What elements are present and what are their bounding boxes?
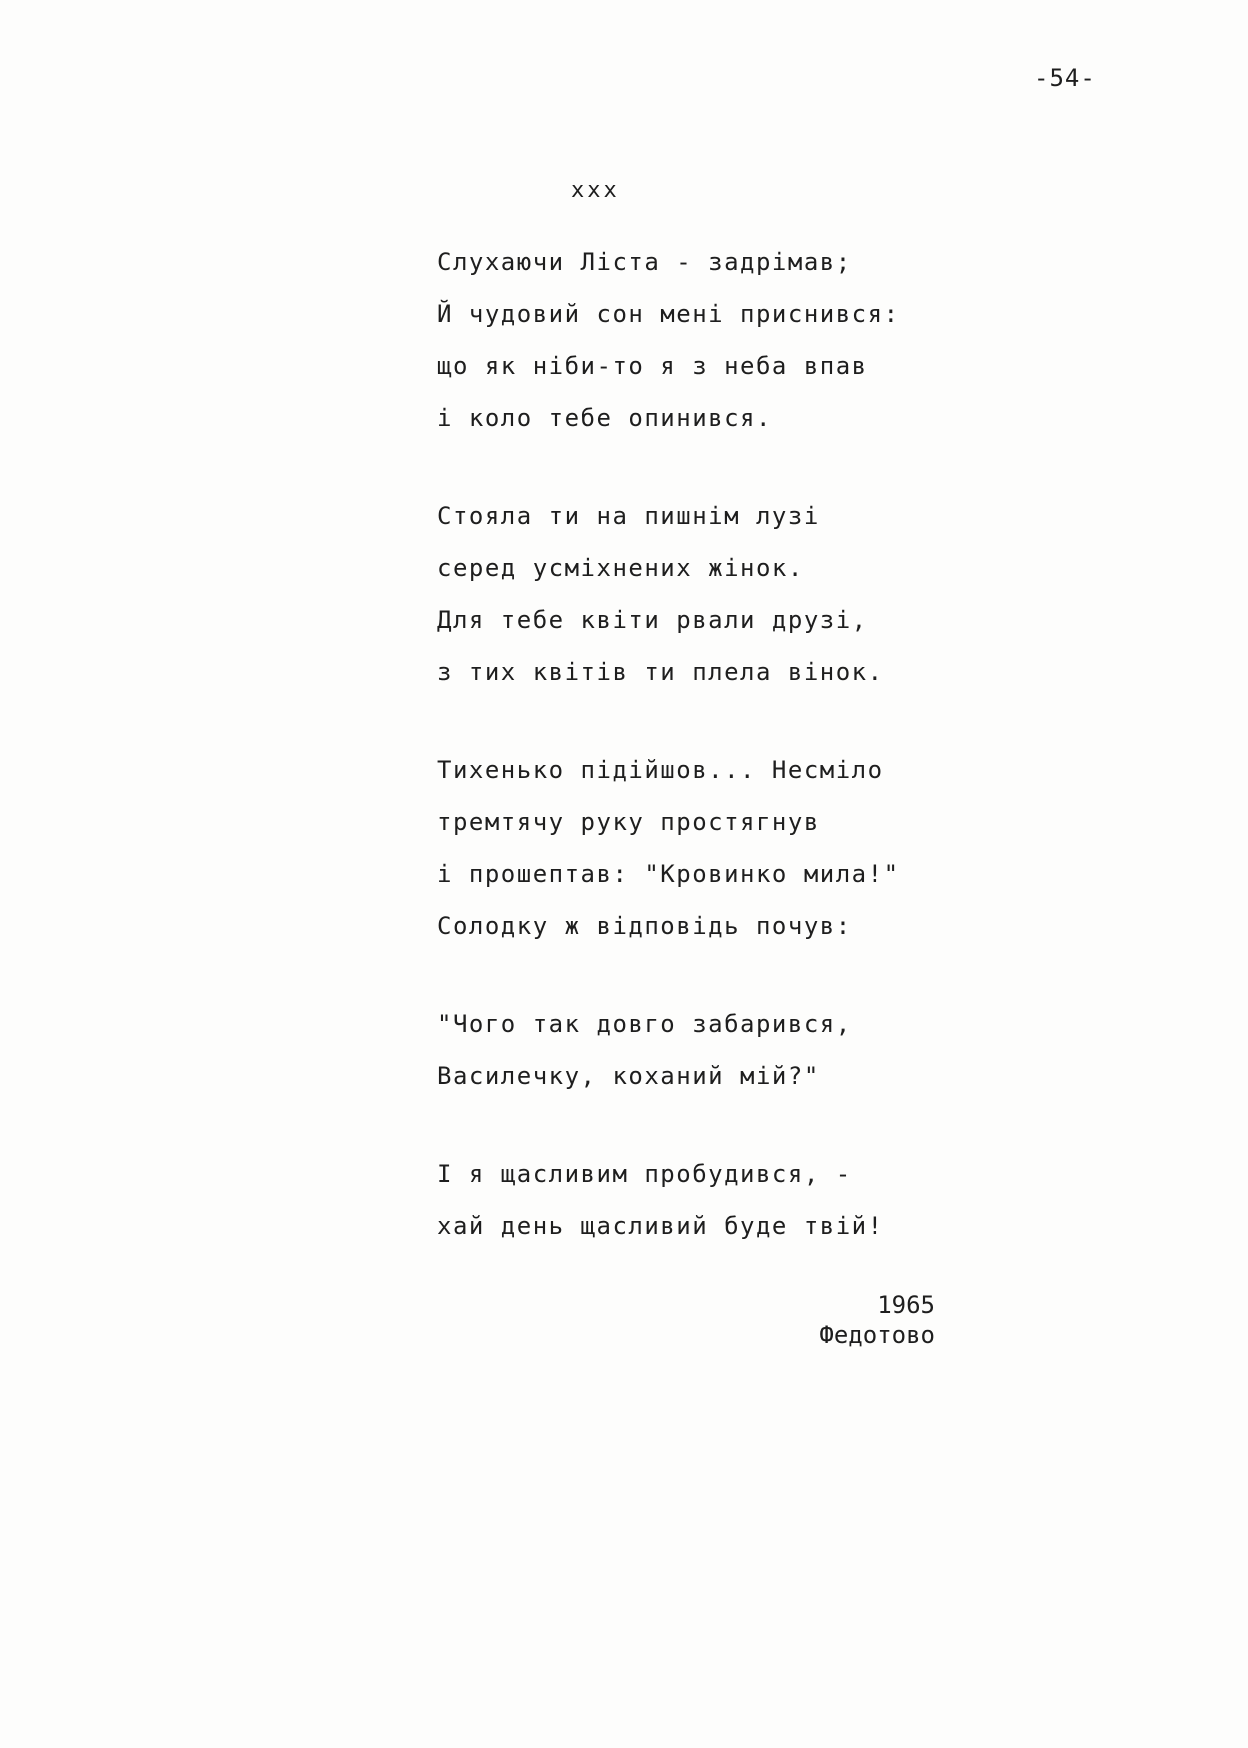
page-number: -54-: [1034, 64, 1096, 92]
poem-line: тремтячу руку простягнув: [437, 808, 820, 836]
poem-line: Солодку ж відповідь почув:: [437, 912, 852, 940]
signature-place: Федотово: [819, 1321, 935, 1349]
poem-line: що як ніби-то я з неба впав: [437, 352, 868, 380]
poem-line: Тихенько підійшов... Несміло: [437, 756, 884, 784]
poem-line: Василечку, коханий мій?": [437, 1062, 820, 1090]
poem-line: Для тебе квіти рвали друзі,: [437, 606, 868, 634]
stanza-2: [437, 490, 997, 698]
poem-line: хай день щасливий буде твій!: [437, 1212, 884, 1240]
poem-line: і прошептав: "Кровинко мила!": [437, 860, 900, 888]
poem-line: Й чудовий сон мені приснився:: [437, 300, 900, 328]
poem-line: Стояла ти на пишнім лузі: [437, 502, 820, 530]
signature-block: [775, 1290, 935, 1350]
signature-year: 1965: [877, 1291, 935, 1319]
poem: [437, 236, 997, 1298]
poem-line: І я щасливим пробудився, -: [437, 1160, 852, 1188]
poem-line: серед усміхнених жінок.: [437, 554, 804, 582]
stanza-5: [437, 1148, 997, 1252]
poem-line: з тих квітів ти плела вінок.: [437, 658, 884, 686]
stanza-1: [437, 236, 997, 444]
section-mark: xxx: [571, 178, 620, 203]
poem-line: і коло тебе опинився.: [437, 404, 772, 432]
stanza-4: [437, 998, 997, 1102]
stanza-3: [437, 744, 997, 952]
poem-line: "Чого так довго забарився,: [437, 1010, 852, 1038]
poem-line: Слухаючи Ліста - задрімав;: [437, 248, 852, 276]
